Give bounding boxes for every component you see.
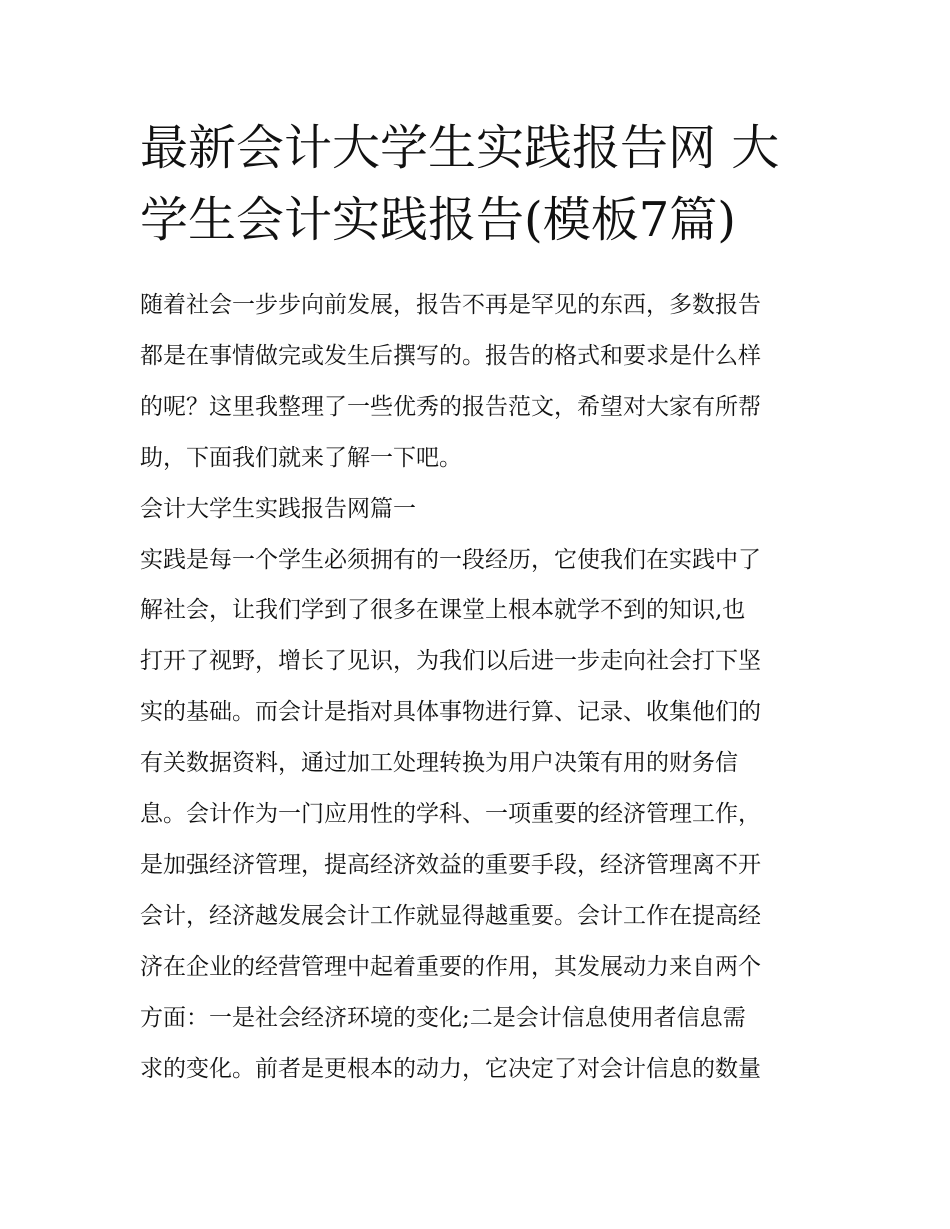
intro-line: 都是在事情做完或发生后撰写的。报告的格式和要求是什么样 <box>140 342 761 369</box>
section-line: 求的变化。前者是更根本的动力，它决定了对会计信息的数量 <box>140 1055 761 1082</box>
document-body <box>140 280 820 1095</box>
section-line: 有关数据资料，通过加工处理转换为用户决策有用的财务信 <box>140 750 738 777</box>
intro-line: 随着社会一步步向前发展，报告不再是罕见的东西，多数报告 <box>140 292 761 318</box>
intro-line: 的呢？这里我整理了一些优秀的报告范文，希望对大家有所帮 <box>140 393 761 420</box>
document-title <box>140 112 820 256</box>
intro-line: 助，下面我们就来了解一下吧。 <box>140 444 462 471</box>
section-line: 是加强经济管理，提高经济效益的重要手段，经济管理离不开 <box>140 851 761 878</box>
section-line: 方面：一是社会经济环境的变化;二是会计信息使用者信息需 <box>140 1004 746 1031</box>
section-line: 打开了视野，增长了见识，为我们以后进一步走向社会打下坚 <box>140 648 761 675</box>
section-line: 会计，经济越发展会计工作就显得越重要。会计工作在提高经 <box>140 902 761 929</box>
section-line: 解社会，让我们学到了很多在课堂上根本就学不到的知识,也 <box>140 597 746 624</box>
section-line: 实的基础。而会计是指对具体事物进行算、记录、收集他们的 <box>140 699 761 726</box>
section-heading: 会计大学生实践报告网篇一 <box>140 495 416 522</box>
section-line: 息。会计作为一门应用性的学科、一项重要的经济管理工作， <box>140 801 761 828</box>
title-line: 学生会计实践报告(模板7篇) <box>140 192 736 248</box>
title-line: 最新会计大学生实践报告网 大 <box>140 120 780 176</box>
section-line: 济在企业的经营管理中起着重要的作用，其发展动力来自两个 <box>140 953 761 980</box>
section-line: 实践是每一个学生必须拥有的一段经历，它使我们在实践中了 <box>140 546 761 573</box>
